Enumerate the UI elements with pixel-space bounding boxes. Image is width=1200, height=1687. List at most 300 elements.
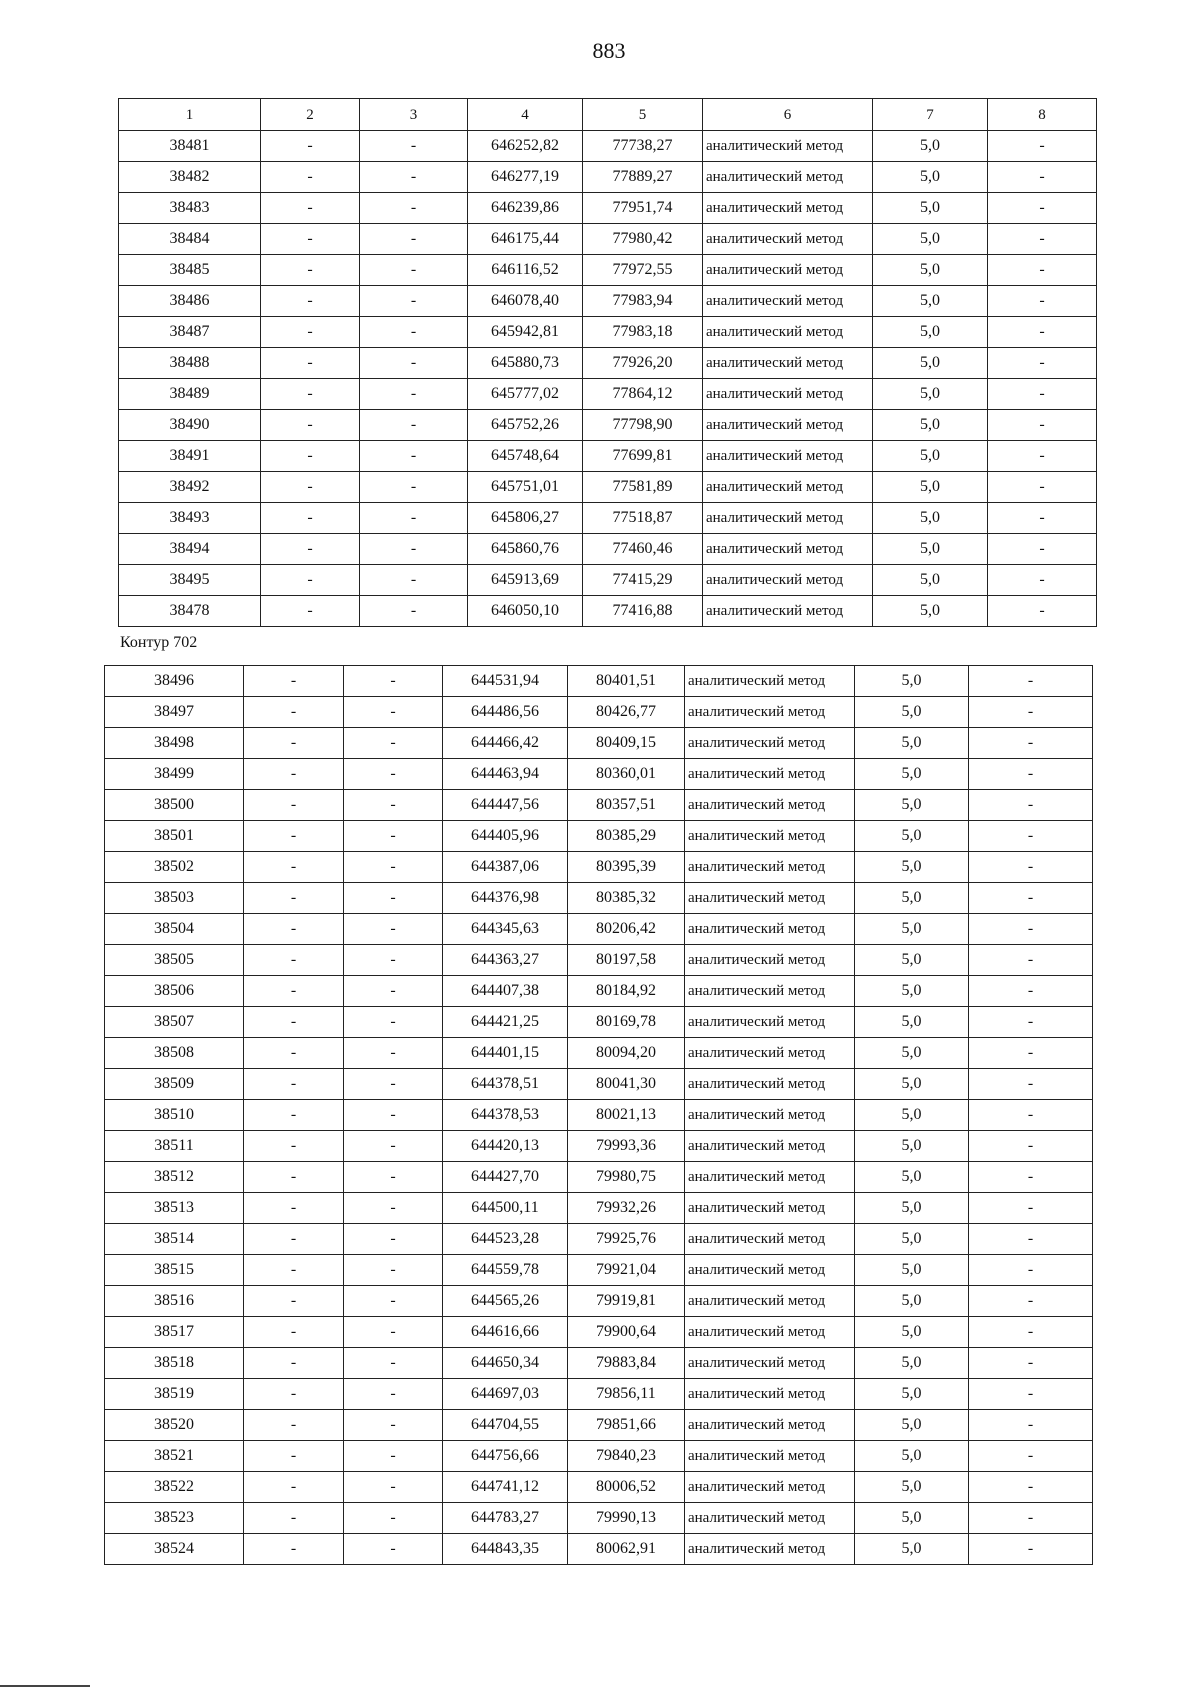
table-row [119,193,1097,224]
table-row [105,1131,1093,1162]
table-cell: 79840,23 [568,1441,685,1472]
table-cell: 645751,01 [468,472,583,503]
table-cell: - [344,1069,443,1100]
table-cell: - [988,441,1097,472]
table-cell: - [344,1224,443,1255]
contour-label: Контур 702 [120,634,198,651]
table-cell: - [244,1100,344,1131]
method-cell: аналитический метод [703,379,873,410]
table-cell: 38497 [105,697,244,728]
table-cell: 645752,26 [468,410,583,441]
table-cell: - [261,255,360,286]
table-cell: 5,0 [855,1255,969,1286]
table-cell: - [261,131,360,162]
table-cell: - [969,1441,1093,1472]
table-cell: 38505 [105,945,244,976]
method-cell: аналитический метод [685,1503,855,1534]
table-cell: 5,0 [873,193,988,224]
table-cell: - [261,286,360,317]
table-cell: - [969,1069,1093,1100]
table-cell: - [261,472,360,503]
table-cell: 38512 [105,1162,244,1193]
table-row [105,1069,1093,1100]
table-cell: 77951,74 [583,193,703,224]
table-cell: 77581,89 [583,472,703,503]
table-cell: 646078,40 [468,286,583,317]
table-cell: 5,0 [855,697,969,728]
table-cell: 80184,92 [568,976,685,1007]
table-row [119,534,1097,565]
method-cell: аналитический метод [703,317,873,348]
table-cell: 5,0 [873,317,988,348]
table-cell: 38478 [119,596,261,627]
table-row [105,852,1093,883]
table-cell: 79925,76 [568,1224,685,1255]
table-cell: 38488 [119,348,261,379]
table-cell: - [261,596,360,627]
table-cell: - [244,666,344,697]
method-cell: аналитический метод [685,1069,855,1100]
table-cell: 38489 [119,379,261,410]
table-cell: - [969,1503,1093,1534]
table-row [119,348,1097,379]
table-cell: 645880,73 [468,348,583,379]
table-cell: - [261,534,360,565]
table-cell: - [344,1255,443,1286]
method-cell: аналитический метод [685,1193,855,1224]
table-cell: - [344,697,443,728]
method-cell: аналитический метод [703,286,873,317]
method-cell: аналитический метод [685,914,855,945]
table-cell: - [360,131,468,162]
table-cell: 5,0 [855,945,969,976]
table-cell: - [261,441,360,472]
table-cell: 80360,01 [568,759,685,790]
table-cell: 80169,78 [568,1007,685,1038]
table-cell: - [360,503,468,534]
table-cell: - [988,224,1097,255]
table-cell: 38486 [119,286,261,317]
table-row [119,224,1097,255]
table-cell: - [969,1038,1093,1069]
page-number: 883 [592,38,626,63]
table-cell: 79932,26 [568,1193,685,1224]
table-cell: - [244,1472,344,1503]
table-cell: 5,0 [855,1534,969,1565]
table-cell: - [261,193,360,224]
table-cell: 38513 [105,1193,244,1224]
table-cell: 644843,35 [443,1534,568,1565]
table-cell: 77864,12 [583,379,703,410]
table-cell: 646050,10 [468,596,583,627]
table-row [105,728,1093,759]
table-cell: 5,0 [855,1503,969,1534]
table-cell: 5,0 [855,852,969,883]
table-cell: 5,0 [855,1379,969,1410]
table-row [105,759,1093,790]
table-cell: 5,0 [873,348,988,379]
table-cell: - [261,224,360,255]
table-cell: 5,0 [855,1007,969,1038]
table-row [105,1193,1093,1224]
table-cell: 80426,77 [568,697,685,728]
table-cell: - [969,883,1093,914]
table-cell: - [261,348,360,379]
table-cell: - [244,1410,344,1441]
table-cell: - [988,379,1097,410]
table-row [105,1007,1093,1038]
table-cell: 38487 [119,317,261,348]
column-header: 4 [468,99,583,131]
table-cell: 644559,78 [443,1255,568,1286]
table-cell: 5,0 [855,1100,969,1131]
table-cell: 5,0 [855,728,969,759]
method-cell: аналитический метод [685,1410,855,1441]
table-cell: - [344,1193,443,1224]
table-cell: 80206,42 [568,914,685,945]
table-cell: - [344,1131,443,1162]
table-cell: - [969,914,1093,945]
table-cell: - [969,759,1093,790]
table-cell: - [988,286,1097,317]
table-cell: - [261,317,360,348]
table-cell: 644447,56 [443,790,568,821]
table-cell: 79921,04 [568,1255,685,1286]
table-cell: 38493 [119,503,261,534]
table-cell: 5,0 [873,503,988,534]
table-cell: 80357,51 [568,790,685,821]
table-row [119,255,1097,286]
table-cell: 38502 [105,852,244,883]
table-cell: 38515 [105,1255,244,1286]
table-cell: 644345,63 [443,914,568,945]
table-cell: - [988,472,1097,503]
table-cell: 77415,29 [583,565,703,596]
table-cell: 38514 [105,1224,244,1255]
table-cell: 77972,55 [583,255,703,286]
table-cell: 5,0 [855,1410,969,1441]
table-cell: - [244,1441,344,1472]
table-cell: - [344,1348,443,1379]
table-cell: - [244,1534,344,1565]
table-cell: 644756,66 [443,1441,568,1472]
table-row [105,1255,1093,1286]
table-cell: - [969,666,1093,697]
table-cell: - [344,852,443,883]
table-cell: 644741,12 [443,1472,568,1503]
method-cell: аналитический метод [703,534,873,565]
table-cell: - [988,162,1097,193]
table-cell: 80041,30 [568,1069,685,1100]
table-cell: 5,0 [855,666,969,697]
table-cell: - [244,728,344,759]
table-row [119,286,1097,317]
table-cell: 77416,88 [583,596,703,627]
table-cell: 644378,51 [443,1069,568,1100]
table-cell: 644427,70 [443,1162,568,1193]
table-cell: 38517 [105,1317,244,1348]
table-cell: - [988,255,1097,286]
table-cell: - [969,821,1093,852]
table-cell: 5,0 [873,410,988,441]
table-cell: 5,0 [855,1441,969,1472]
table-cell: 38508 [105,1038,244,1069]
table-row [119,503,1097,534]
table-cell: - [969,945,1093,976]
table-cell: - [344,1441,443,1472]
table-cell: 80006,52 [568,1472,685,1503]
table-cell: - [244,945,344,976]
table-row [105,1100,1093,1131]
table-cell: - [344,914,443,945]
coordinates-table-2 [104,665,1093,1565]
table-cell: - [969,1286,1093,1317]
table-cell: - [969,1255,1093,1286]
table-cell: - [969,1534,1093,1565]
table-cell: - [969,1317,1093,1348]
table-cell: 38494 [119,534,261,565]
table-cell: 77798,90 [583,410,703,441]
table-cell: 77518,87 [583,503,703,534]
table-cell: 5,0 [855,1162,969,1193]
table-cell: 38519 [105,1379,244,1410]
table-cell: - [244,759,344,790]
table-cell: 645860,76 [468,534,583,565]
method-cell: аналитический метод [685,1441,855,1472]
table-cell: 5,0 [873,565,988,596]
table-cell: - [344,1038,443,1069]
table-cell: - [344,1472,443,1503]
table-cell: 5,0 [855,883,969,914]
table-cell: 5,0 [873,379,988,410]
table-cell: - [969,1007,1093,1038]
table-cell: - [244,790,344,821]
method-cell: аналитический метод [685,852,855,883]
table-cell: 38506 [105,976,244,1007]
table-cell: - [969,697,1093,728]
table-cell: 644407,38 [443,976,568,1007]
table-cell: 644421,25 [443,1007,568,1038]
table-cell: - [344,1286,443,1317]
table-cell: - [360,286,468,317]
column-header: 2 [261,99,360,131]
method-cell: аналитический метод [685,1224,855,1255]
table-cell: - [969,1224,1093,1255]
column-header: 7 [873,99,988,131]
table-row [105,666,1093,697]
table-cell: 645748,64 [468,441,583,472]
method-cell: аналитический метод [685,1162,855,1193]
table-cell: 38481 [119,131,261,162]
table-cell: - [244,1348,344,1379]
method-cell: аналитический метод [703,565,873,596]
table-cell: - [244,1379,344,1410]
table-cell: 80021,13 [568,1100,685,1131]
table-cell: - [344,728,443,759]
table-row [105,1441,1093,1472]
table-cell: 644783,27 [443,1503,568,1534]
method-cell: аналитический метод [685,883,855,914]
table-cell: - [344,1162,443,1193]
table-row [105,1348,1093,1379]
table-row [105,1534,1093,1565]
table-cell: 77889,27 [583,162,703,193]
table-cell: 5,0 [873,162,988,193]
method-cell: аналитический метод [685,1379,855,1410]
table-cell: - [360,224,468,255]
table-cell: - [969,1379,1093,1410]
table-cell: 644466,42 [443,728,568,759]
table-cell: 644387,06 [443,852,568,883]
method-cell: аналитический метод [703,441,873,472]
table-cell: 38482 [119,162,261,193]
table-cell: - [244,1038,344,1069]
table-cell: 5,0 [855,1193,969,1224]
table-cell: - [344,759,443,790]
table-row [105,790,1093,821]
method-cell: аналитический метод [685,666,855,697]
table-cell: - [344,945,443,976]
table-cell: - [988,410,1097,441]
table-row [105,914,1093,945]
table-cell: - [244,883,344,914]
table-cell: 644463,94 [443,759,568,790]
table-cell: 77699,81 [583,441,703,472]
table-row [105,821,1093,852]
table-cell: 38523 [105,1503,244,1534]
table-cell: - [344,1503,443,1534]
column-header: 1 [119,99,261,131]
table-cell: - [344,790,443,821]
table-row [119,565,1097,596]
table-cell: 5,0 [873,534,988,565]
table-cell: - [261,565,360,596]
table-cell: - [360,162,468,193]
table-cell: 5,0 [873,441,988,472]
table-cell: 644697,03 [443,1379,568,1410]
table-cell: 5,0 [855,1038,969,1069]
table-row [105,1038,1093,1069]
table-cell: - [969,790,1093,821]
table-cell: 79900,64 [568,1317,685,1348]
method-cell: аналитический метод [685,1472,855,1503]
table-row [119,162,1097,193]
table-cell: - [360,565,468,596]
table-cell: - [261,503,360,534]
table-cell: - [344,1410,443,1441]
table-cell: - [988,317,1097,348]
table-cell: 80385,32 [568,883,685,914]
table-cell: - [344,1317,443,1348]
table-cell: - [969,728,1093,759]
method-cell: аналитический метод [685,1255,855,1286]
table-cell: - [988,596,1097,627]
table-cell: - [969,1100,1093,1131]
table-cell: 79993,36 [568,1131,685,1162]
table-row [119,379,1097,410]
table-cell: - [969,1348,1093,1379]
table-cell: 38499 [105,759,244,790]
method-cell: аналитический метод [703,348,873,379]
table-cell: 644420,13 [443,1131,568,1162]
table-cell: 80409,15 [568,728,685,759]
method-cell: аналитический метод [685,790,855,821]
table-cell: - [969,852,1093,883]
table-cell: 645777,02 [468,379,583,410]
header-row [119,99,1097,131]
table-cell: - [244,914,344,945]
table-cell: - [988,348,1097,379]
table-cell: 644500,11 [443,1193,568,1224]
table-cell: - [360,317,468,348]
table-cell: - [344,821,443,852]
table-cell: 38522 [105,1472,244,1503]
table-cell: 77460,46 [583,534,703,565]
table-cell: - [261,379,360,410]
table-cell: - [244,852,344,883]
table-cell: - [969,976,1093,1007]
table-cell: 5,0 [855,821,969,852]
table-cell: 38500 [105,790,244,821]
method-cell: аналитический метод [703,503,873,534]
table-cell: 644405,96 [443,821,568,852]
table-cell: 5,0 [855,1317,969,1348]
table-cell: 644376,98 [443,883,568,914]
table-row [119,410,1097,441]
table-cell: 5,0 [855,914,969,945]
coordinates-table-1 [118,98,1097,627]
table-cell: 5,0 [855,1286,969,1317]
table-row [105,1503,1093,1534]
table-cell: - [244,1286,344,1317]
table-cell: - [244,1255,344,1286]
table-cell: 646252,82 [468,131,583,162]
table-cell: 77983,18 [583,317,703,348]
table-cell: 38491 [119,441,261,472]
table-cell: - [244,1131,344,1162]
table-row [105,1410,1093,1441]
table-cell: 646277,19 [468,162,583,193]
table-row [105,1286,1093,1317]
table-cell: - [344,1379,443,1410]
method-cell: аналитический метод [685,759,855,790]
table-cell: - [360,255,468,286]
table-cell: - [360,348,468,379]
table-cell: - [344,1007,443,1038]
table-cell: 79851,66 [568,1410,685,1441]
table-cell: 38511 [105,1131,244,1162]
table-cell: 644565,26 [443,1286,568,1317]
method-cell: аналитический метод [703,596,873,627]
table-cell: 644523,28 [443,1224,568,1255]
table-cell: 77738,27 [583,131,703,162]
table-cell: - [360,596,468,627]
table-cell: 80395,39 [568,852,685,883]
table-cell: 38484 [119,224,261,255]
table-cell: 644378,53 [443,1100,568,1131]
table-cell: - [244,1007,344,1038]
table-cell: 645806,27 [468,503,583,534]
table-cell: 79990,13 [568,1503,685,1534]
table-row [105,945,1093,976]
method-cell: аналитический метод [703,255,873,286]
table-cell: - [244,697,344,728]
method-cell: аналитический метод [685,976,855,1007]
table-cell: 645913,69 [468,565,583,596]
table-cell: 80401,51 [568,666,685,697]
method-cell: аналитический метод [703,410,873,441]
table-cell: 644650,34 [443,1348,568,1379]
